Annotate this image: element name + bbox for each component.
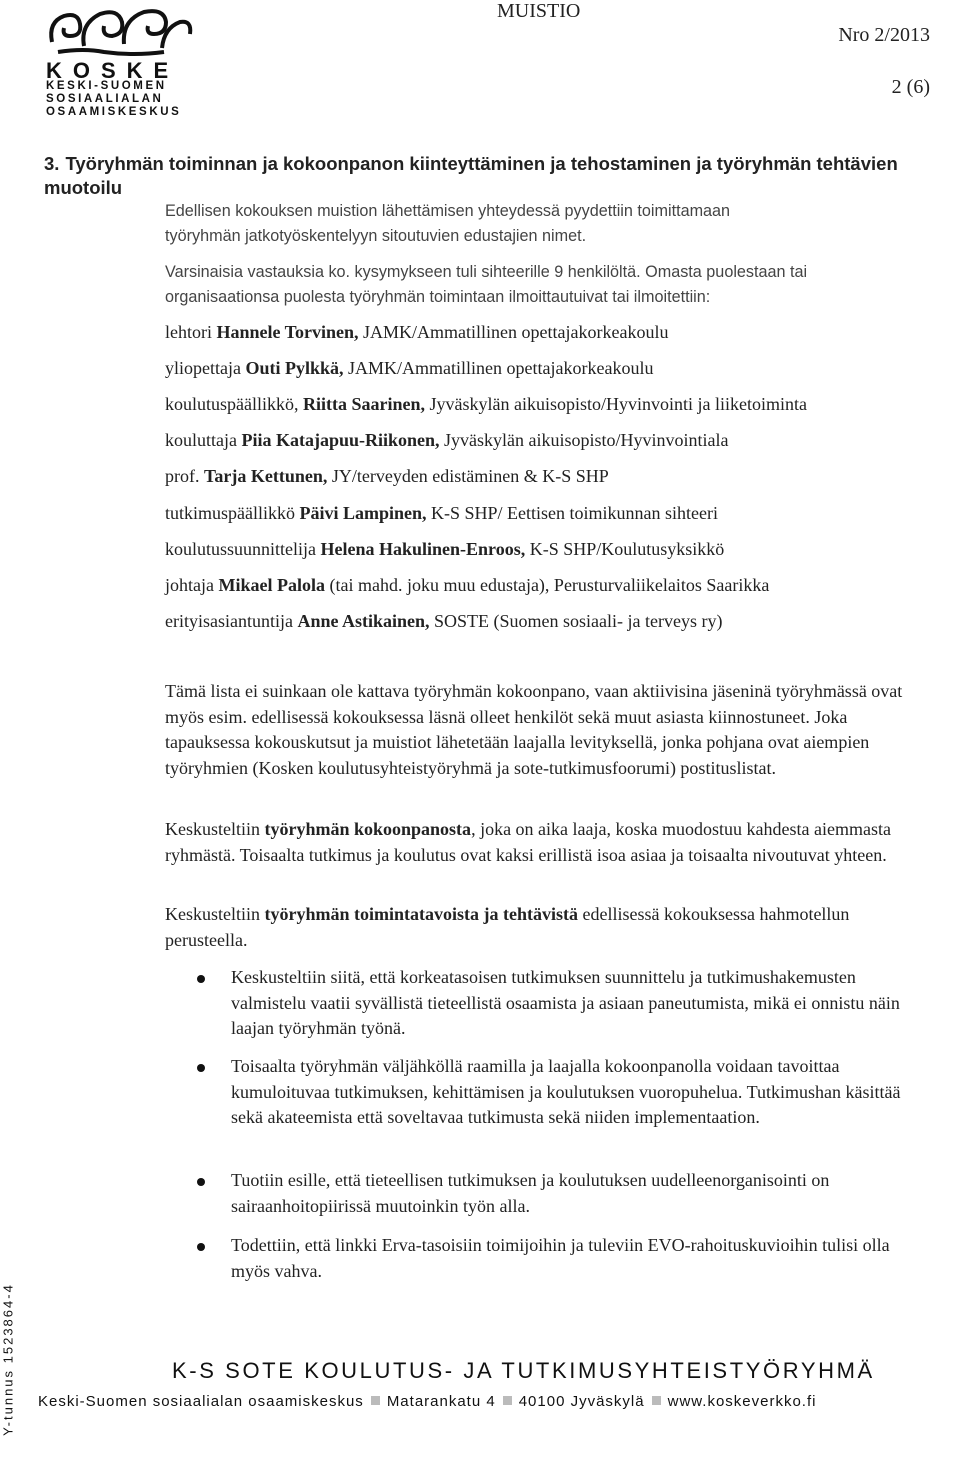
bullet-icon xyxy=(197,1243,205,1251)
member-title: kouluttaja xyxy=(165,430,237,450)
paragraph-text: Keskusteltiin xyxy=(165,904,265,924)
intro-line-3: Varsinaisia vastauksia ko. kysymykseen tuli sihteerille 9 henkilöltä. Omasta puolestaan tai xyxy=(165,263,808,281)
member-item xyxy=(165,464,609,488)
member-item xyxy=(165,609,722,633)
member-title: yliopettaja xyxy=(165,358,241,378)
bullet-item: Todettiin, että linkki Erva-tasoisiin toimijoihin ja tuleviin EVO-rahoituskuvioihin tulisi olla myös vahva. xyxy=(231,1235,890,1281)
footer-contact xyxy=(38,1393,816,1410)
koske-logo-ornament-icon xyxy=(44,2,194,58)
paragraph-text: edellisessä kokouksessa hahmotellun perusteella. xyxy=(165,904,850,950)
paragraph-list-note: Tämä lista ei suinkaan ole kattava työryhmän kokoonpano, vaan aktiivisina jäseninä työryhmässä ovat myös esim. edellisessä kokouksessa läsnä olleet henkilöt sekä muut asiasta kiinnostuneet. Joka tapauksessa kokouskutsut ja muistiot lähetetään laajalla levityksellä, jonka pohjana ovat aiempien työryhmien (Kosken koulutusyhteistyöryhmä ja sote-tutkimusfoorumi) postituslistat. xyxy=(165,681,903,779)
member-org: Jyväskylän aikuisopisto/Hyvinvointiala xyxy=(444,430,729,450)
section-number: 3. xyxy=(44,153,60,174)
business-id: Y-tunnus 1523864-4 xyxy=(0,1283,16,1436)
member-org: K-S SHP/ Eettisen toimikunnan sihteeri xyxy=(431,503,719,523)
logo-wordmark: KOSKE xyxy=(46,58,180,83)
member-name: Tarja Kettunen, xyxy=(204,466,328,486)
section-heading xyxy=(44,152,924,200)
logo-line-1: KESKI-SUOMEN xyxy=(46,80,167,92)
member-title: lehtori xyxy=(165,322,212,342)
intro-line-4: organisaationsa puolesta työryhmän toimintaan ilmoittautuivat tai ilmoitettiin: xyxy=(165,288,711,306)
separator-icon xyxy=(503,1396,512,1405)
bullet-item: Tuotiin esille, että tieteellisen tutkimuksen ja koulutuksen uudelleenorganisointi on sairaanhoitopiirissä muutoinkin työn alla. xyxy=(231,1170,830,1216)
paragraph-emphasis: työryhmän toimintatavoista ja tehtävistä xyxy=(264,904,578,924)
bullet-icon xyxy=(197,975,205,983)
member-name: Päivi Lampinen, xyxy=(299,503,427,523)
bullet-icon xyxy=(197,1178,205,1186)
logo-line-2: SOSIAALIALAN xyxy=(46,93,164,105)
member-title: prof. xyxy=(165,466,200,486)
paragraph-text: , joka on aika laaja, koska muodostuu kahdesta aiemmasta ryhmästä. Toisaalta tutkimus ja koulutus ovat kaksi erillistä isoa asiaa ja toisaalta nivoutuvat yhteen. xyxy=(165,819,891,865)
member-name: Anne Astikainen, xyxy=(297,611,430,631)
member-item xyxy=(165,537,724,561)
member-org: Jyväskylän aikuisopisto/Hyvinvointi ja liiketoiminta xyxy=(429,394,807,414)
paragraph-methods xyxy=(165,902,935,953)
footer-web-link[interactable]: www.koskeverkko.fi xyxy=(667,1393,817,1410)
footer-address: Matarankatu 4 xyxy=(386,1393,496,1410)
footer-city: 40100 Jyväskylä xyxy=(518,1393,645,1410)
member-org: JAMK/Ammatillinen opettajakorkeakoulu xyxy=(363,322,669,342)
paragraph-emphasis: työryhmän kokoonpanosta xyxy=(264,819,472,839)
member-name: Mikael Palola xyxy=(218,575,325,595)
bullet-item: Keskusteltiin siitä, että korkeatasoisen tutkimuksen suunnittelu ja tutkimushakemusten valmistelu vaatii syvällistä tieteellistä osaamista ja asiaan paneutumista, mikä ei onnistu näin laajan työryhmän työnä. xyxy=(231,967,900,1039)
member-name: Hannele Torvinen, xyxy=(216,322,359,342)
member-title: koulutussuunnittelija xyxy=(165,539,316,559)
paragraph-composition xyxy=(165,817,935,868)
member-org: JY/terveyden edistäminen & K-S SHP xyxy=(331,466,609,486)
member-title: erityisasiantuntija xyxy=(165,611,293,631)
member-item xyxy=(165,320,668,344)
member-name: Piia Katajapuu-Riikonen, xyxy=(241,430,440,450)
member-item xyxy=(165,573,769,597)
document-number: Nro 2/2013 xyxy=(838,24,930,46)
member-org: JAMK/Ammatillinen opettajakorkeakoulu xyxy=(348,358,654,378)
separator-icon xyxy=(652,1396,661,1405)
footer-title: K-S SOTE KOULUTUS- JA TUTKIMUSYHTEISTYÖRYHMÄ xyxy=(172,1358,875,1383)
member-item xyxy=(165,501,718,525)
member-name: Outi Pylkkä, xyxy=(245,358,344,378)
footer-org: Keski-Suomen sosiaalialan osaamiskeskus xyxy=(38,1393,364,1410)
member-title: johtaja xyxy=(165,575,214,595)
member-item xyxy=(165,428,729,452)
member-org: (tai mahd. joku muu edustaja), Perusturvaliikelaitos Saarikka xyxy=(329,575,770,595)
bullet-item: Toisaalta työryhmän väljähköllä raamilla ja laajalla kokoonpanolla voidaan tavoittaa kumuloituvaa tutkimuksen, kehittämisen ja koulutuksen vuoropuhelua. Tutkimushan käsittää sekä akateemista että soveltavaa tutkimusta sekä niiden implementaation. xyxy=(231,1056,901,1128)
paragraph-text: Keskusteltiin xyxy=(165,819,265,839)
member-title: koulutuspäällikkö, xyxy=(165,394,299,414)
intro-line-1: Edellisen kokouksen muistion lähettämisen yhteydessä pyydettiin toimittamaan xyxy=(165,202,731,220)
section-title: Työryhmän toiminnan ja kokoonpanon kiinteyttäminen ja tehostaminen ja työryhmän tehtävien muotoilu xyxy=(44,153,898,198)
member-name: Helena Hakulinen-Enroos, xyxy=(320,539,526,559)
separator-icon xyxy=(371,1396,380,1405)
member-org: SOSTE (Suomen sosiaali- ja terveys ry) xyxy=(434,611,723,631)
bullet-icon xyxy=(197,1064,205,1072)
logo-line-3: OSAAMISKESKUS xyxy=(46,106,182,118)
member-name: Riitta Saarinen, xyxy=(303,394,426,414)
member-item xyxy=(165,356,653,380)
document-type: MUISTIO xyxy=(497,0,581,22)
member-org: K-S SHP/Koulutusyksikkö xyxy=(529,539,725,559)
member-item xyxy=(165,392,807,416)
member-title: tutkimuspäällikkö xyxy=(165,503,295,523)
intro-line-2: työryhmän jatkotyöskentelyyn sitoutuvien edustajien nimet. xyxy=(165,227,587,245)
page-number: 2 (6) xyxy=(891,76,930,98)
